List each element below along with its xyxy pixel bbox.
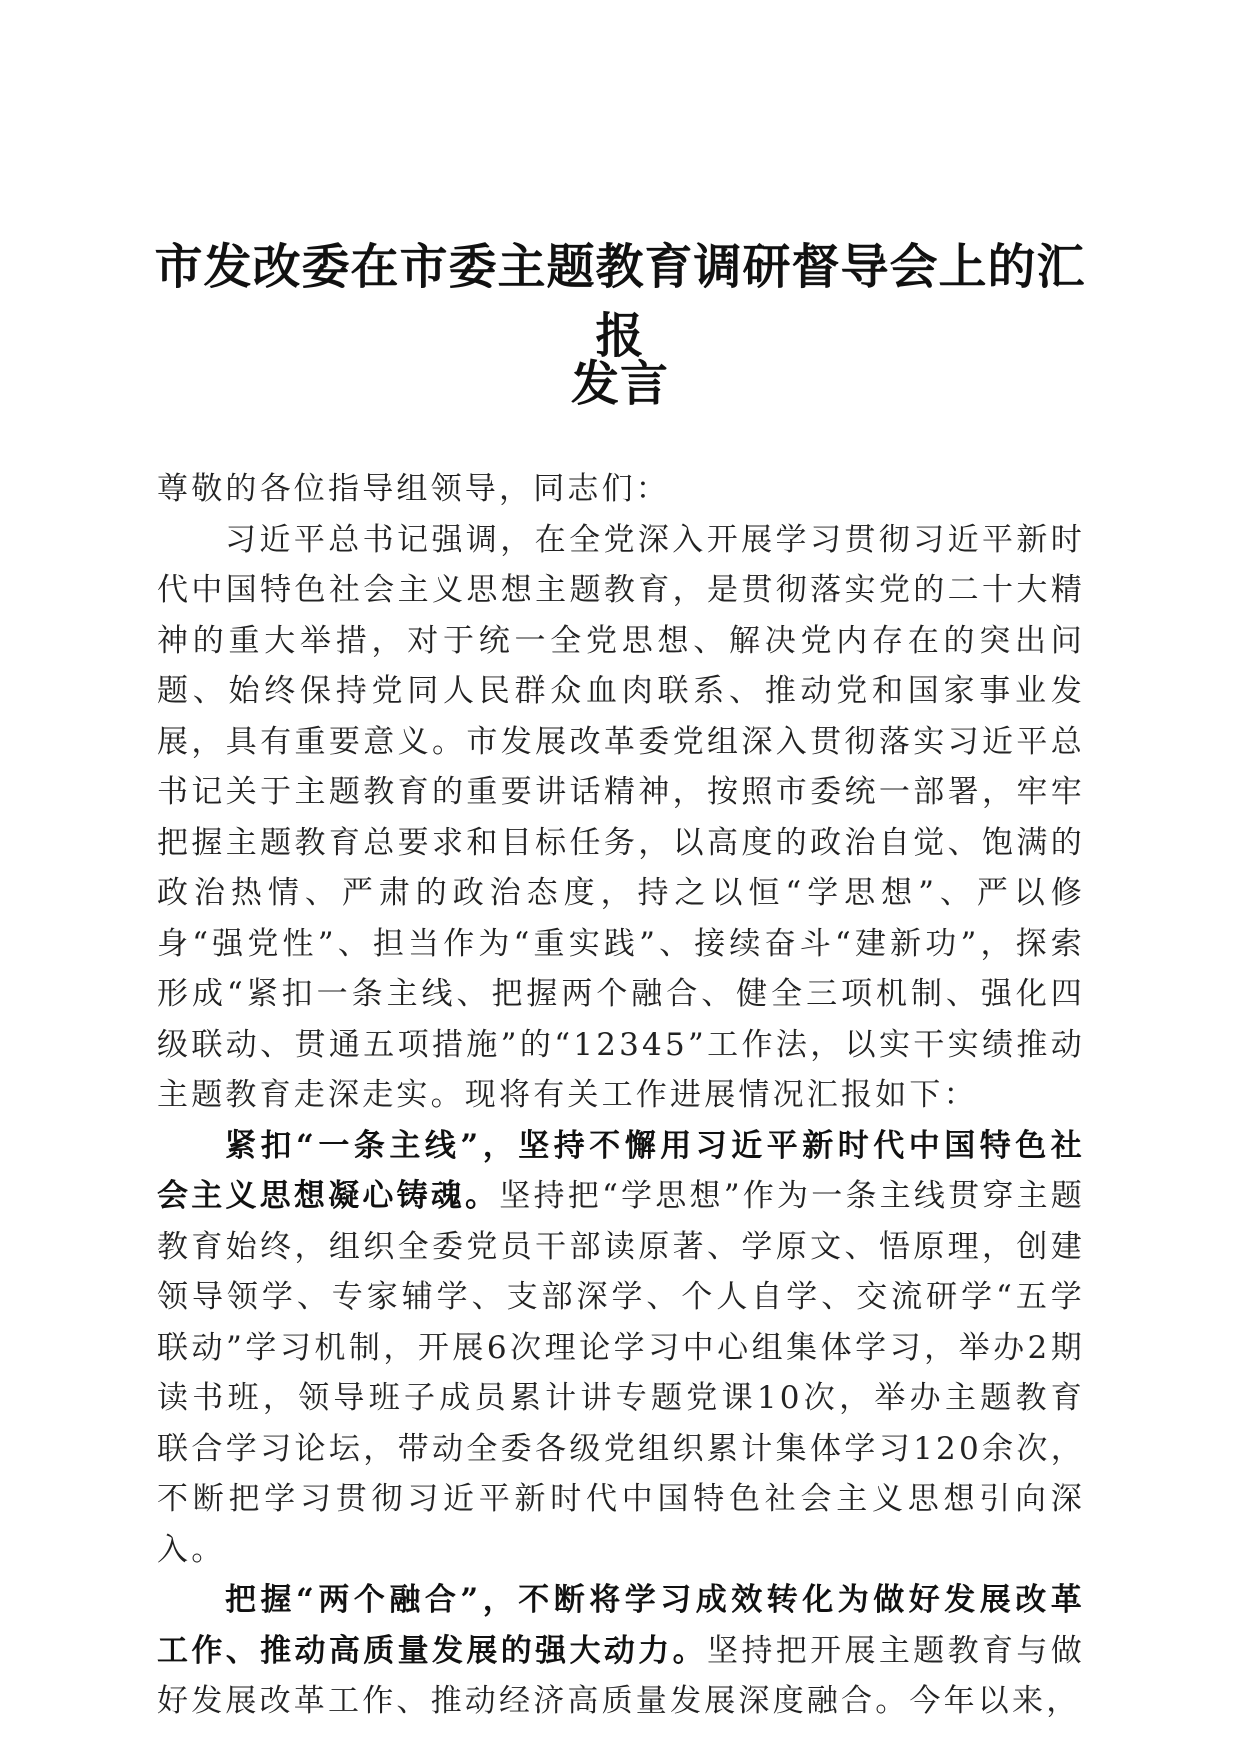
salutation: 尊敬的各位指导组领导，同志们： (157, 471, 670, 507)
section-2-paragraph (157, 1575, 1085, 1727)
section-1-paragraph (157, 1121, 1085, 1576)
document-title-line-1: 市发改委在市委主题教育调研督导会上的汇报 (154, 239, 1086, 364)
section-1-body: 坚持把“学思想”作为一条主线贯穿主题教育始终，组织全委党员干部读原著、学原文、悟原理，创建领导领学、专家辅学、支部深学、个人自学、交流研学“五学联动”学习机制，开展6次理论学习中心组集体学习，举办2期读书班，领导班子成员累计讲专题党课10次，举办主题教育联合学习论坛，带动全委各级党组织累计集体学习120余次，不断把学习贯彻习近平新时代中国特色社会主义思想引向深入。 (157, 1178, 1086, 1568)
section-2-body: 坚持把开展主题教育与做好发展改革工作、推动经济高质量发展深度融合。今年以来， (157, 1632, 1085, 1719)
document-title-line-2: 发言 (570, 356, 669, 412)
intro-paragraph: 习近平总书记强调，在全党深入开展学习贯彻习近平新时代中国特色社会主义思想主题教育，是贯彻落实党的二十大精神的重大举措，对于统一全党思想、解决党内存在的突出问题、始终保持党同人民群众血肉联系、推动党和国家事业发展，具有重要意义。市发展改革委党组深入贯彻落实习近平总书记关于主题教育的重要讲话精神，按照市委统一部署，牢牢把握主题教育总要求和目标任务，以高度的政治自觉、饱满的政治热情、严肃的政治态度，持之以恒“学思想”、严以修身“强党性”、担当作为“重实践”、接续奋斗“建新功”，探索形成“紧扣一条主线、把握两个融合、健全三项机制、强化四级联动、贯通五项措施”的“12345”工作法，以实干实绩推动主题教育走深走实。现将有关工作进展情况汇报如下： (157, 521, 1085, 1113)
section-1-heading: 紧扣“一条主线”，坚持不懈用习近平新时代中国特色社会主义思想凝心铸魂。 (157, 1127, 1085, 1214)
section-2-heading: 把握“两个融合”，不断将学习成效转化为做好发展改革工作、推动高质量发展的强大动力。 (157, 1582, 1085, 1669)
document-body (157, 464, 1085, 1727)
